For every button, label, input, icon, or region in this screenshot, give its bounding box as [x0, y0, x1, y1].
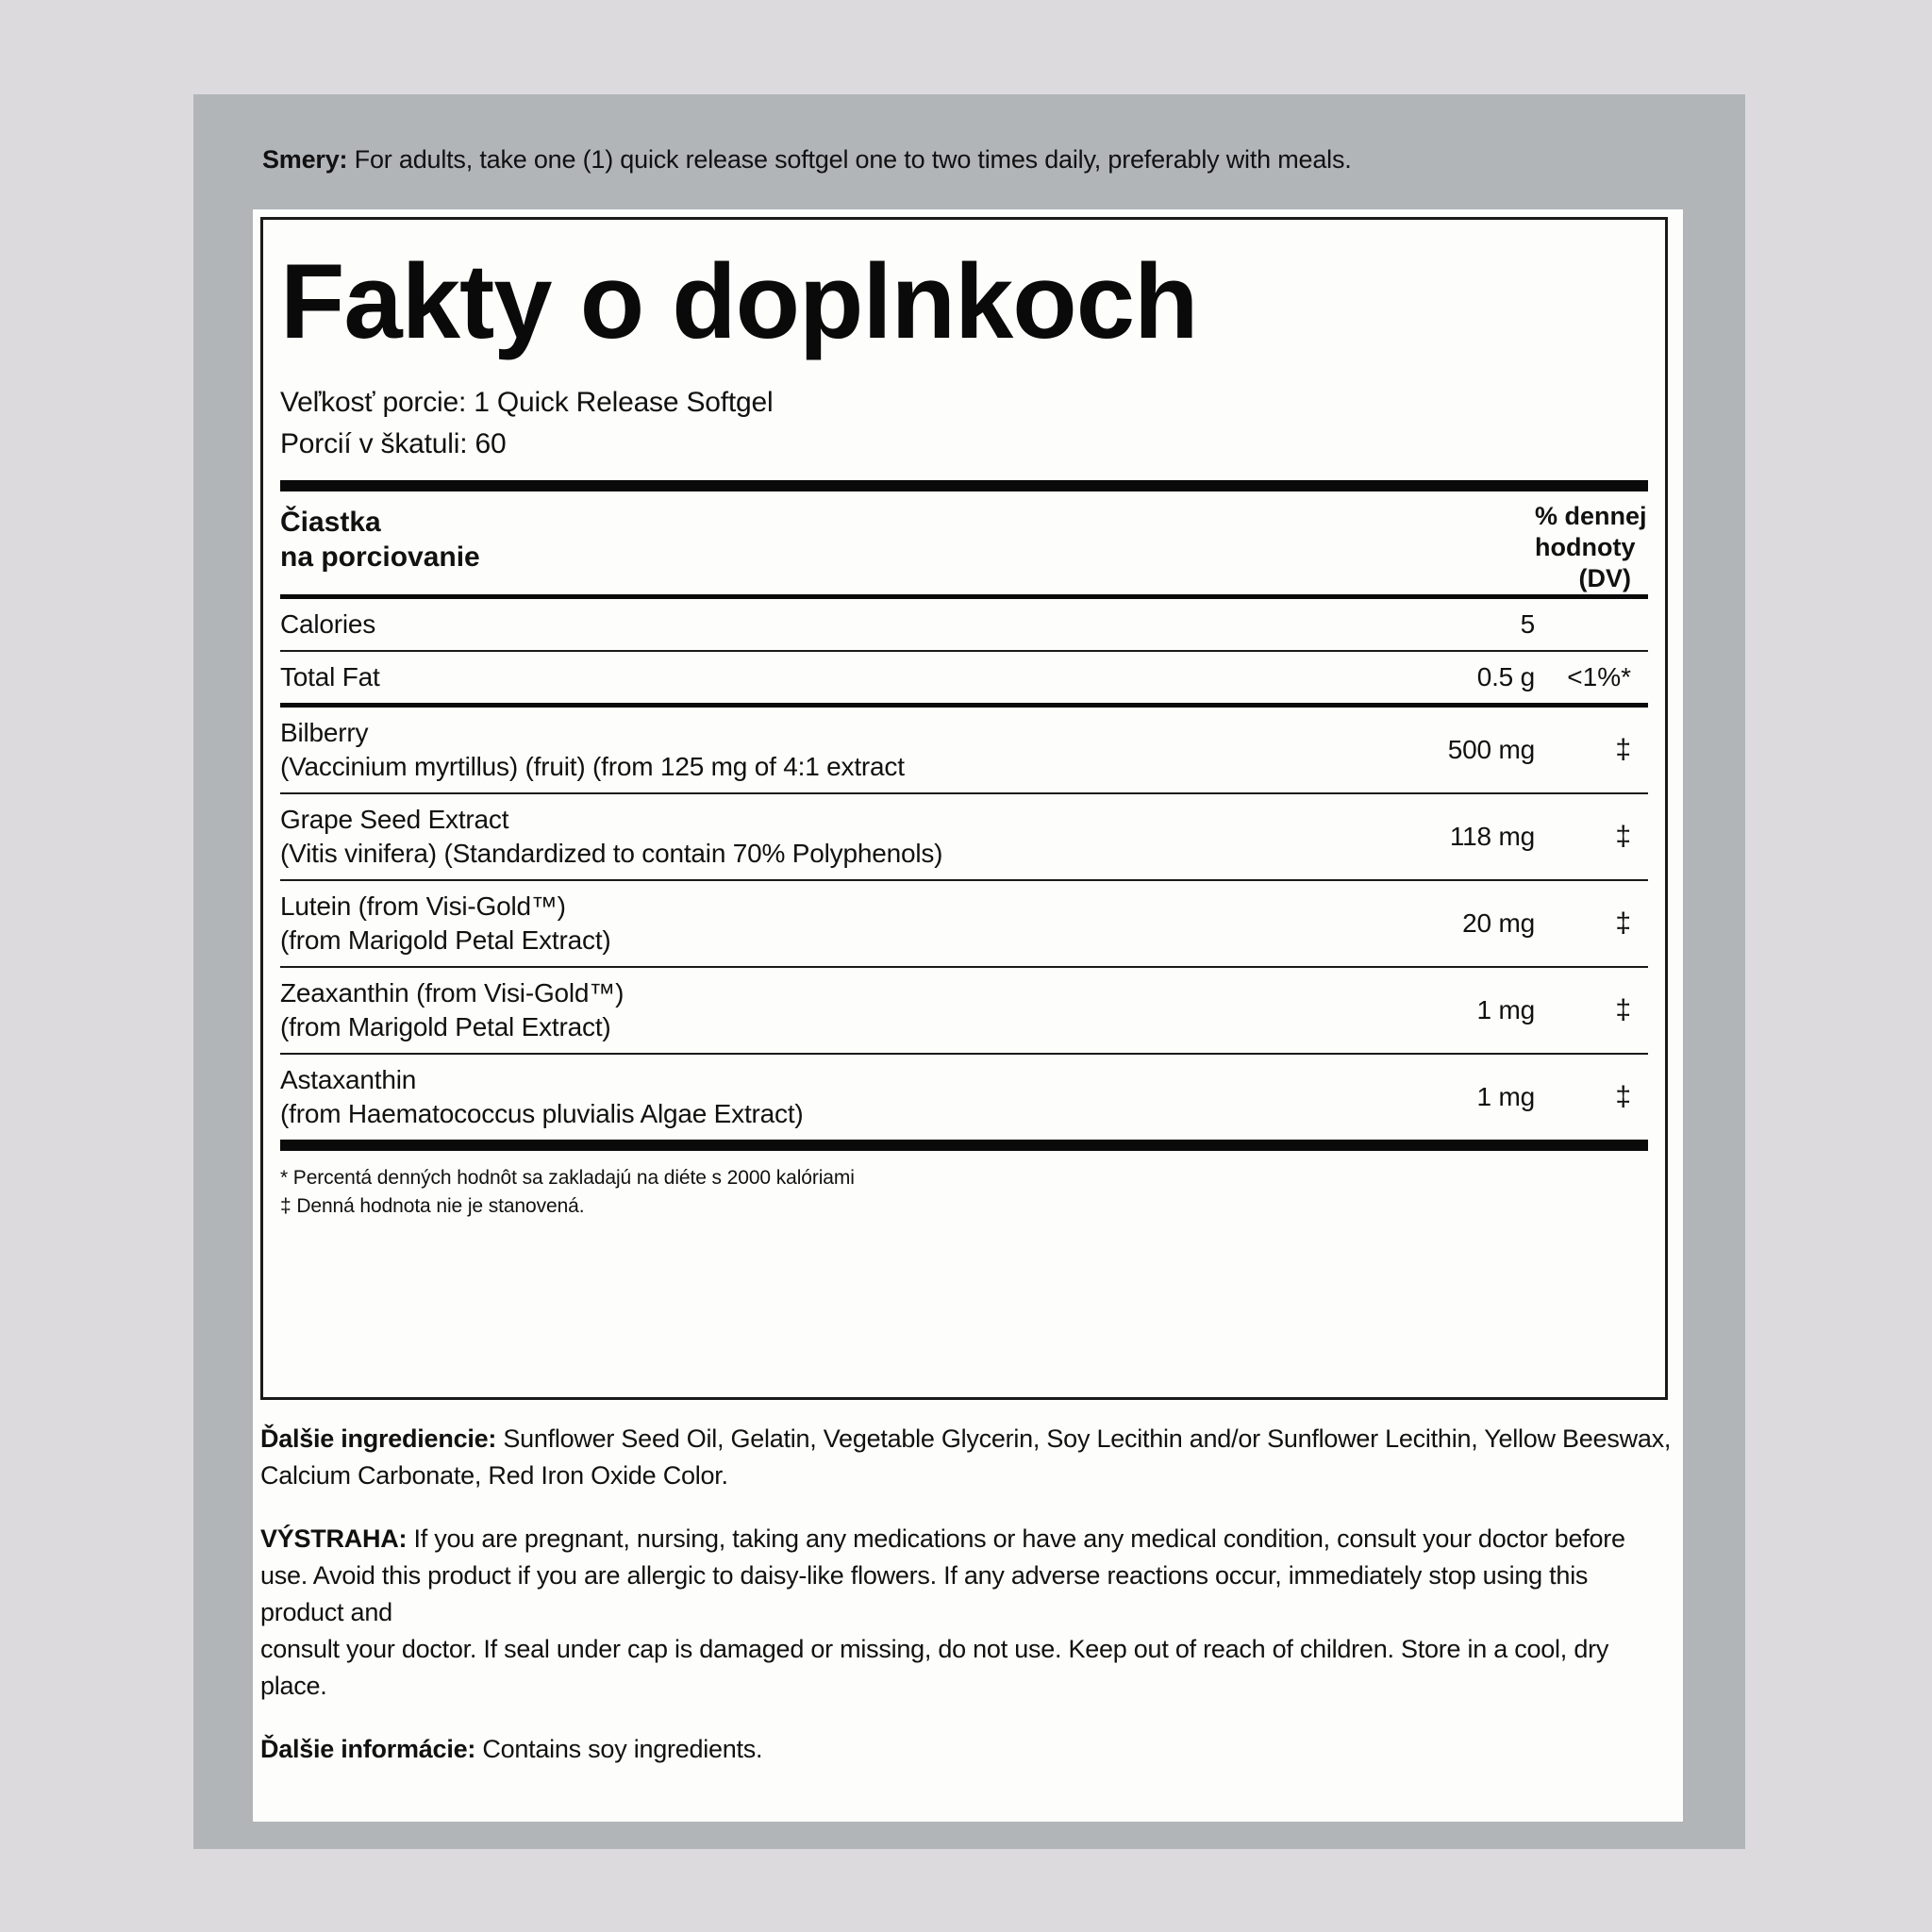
amount-header	[280, 491, 1299, 594]
row-name	[280, 708, 1299, 793]
row-name-line1: Astaxanthin	[280, 1065, 417, 1094]
dv-header-line1: % dennej	[1535, 502, 1647, 530]
directions-line	[262, 143, 1677, 175]
supplement-facts-table	[280, 491, 1648, 1140]
label-card	[253, 209, 1683, 1822]
row-dv: <1%*	[1567, 662, 1631, 691]
dv-header	[1535, 491, 1648, 594]
row-dv	[1535, 599, 1648, 651]
dv-header-spacer	[1299, 491, 1535, 594]
servings-per-container: Porcií v škatuli: 60	[280, 428, 507, 459]
directions-label: Smery:	[262, 145, 348, 174]
row-name	[280, 880, 1299, 967]
table-row	[280, 1054, 1648, 1140]
row-name	[280, 651, 1299, 703]
additional-info-text: Contains soy ingredients.	[482, 1735, 763, 1763]
warning-text-part2: consult your doctor. If seal under cap is damaged or missing, do not use. Keep out of reach of children. Store in a cool, dry place.	[260, 1635, 1609, 1700]
row-name-line2: (from Haematococcus pluvialis Algae Extract)	[280, 1099, 804, 1128]
table-row	[280, 651, 1648, 703]
other-ingredients-label: Ďalšie ingrediencie:	[260, 1424, 497, 1453]
row-name	[280, 793, 1299, 880]
row-dv: ‡	[1535, 880, 1648, 967]
row-name-line1: Grape Seed Extract	[280, 805, 509, 834]
row-amount: 1 mg	[1299, 967, 1535, 1054]
row-name	[280, 967, 1299, 1054]
row-amount: 118 mg	[1299, 793, 1535, 880]
row-dv: ‡	[1535, 967, 1648, 1054]
table-row	[280, 880, 1648, 967]
table-header-row	[280, 491, 1648, 594]
additional-info-paragraph	[260, 1731, 1672, 1768]
row-dv: ‡	[1535, 708, 1648, 793]
other-ingredients-text: Sunflower Seed Oil, Gelatin, Vegetable Glycerin, Soy Lecithin and/or Sunflower Lecithin, Yellow Beeswax, Calcium Carbonate, Red Iron Oxide Color.	[260, 1424, 1672, 1490]
row-name-line2: (Vitis vinifera) (Standardized to contain 70% Polyphenols)	[280, 839, 943, 868]
row-dv: ‡	[1535, 793, 1648, 880]
row-name-line2: (from Marigold Petal Extract)	[280, 1012, 611, 1041]
row-name-line2: (from Marigold Petal Extract)	[280, 925, 611, 955]
row-name-line1: Lutein (from Visi-Gold™)	[280, 891, 566, 921]
supplement-label-panel	[193, 94, 1745, 1849]
row-name-line1: Total Fat	[280, 662, 380, 691]
additional-info-label: Ďalšie informácie:	[260, 1735, 476, 1763]
supplement-facts-box	[260, 217, 1668, 1400]
row-amount: 20 mg	[1299, 880, 1535, 967]
table-row	[280, 599, 1648, 651]
divider-thick-bottom	[280, 1140, 1648, 1151]
footnotes	[280, 1151, 1648, 1221]
row-name	[280, 599, 1299, 651]
row-name	[280, 1054, 1299, 1140]
serving-size: Veľkosť porcie: 1 Quick Release Softgel	[280, 387, 774, 418]
other-ingredients-paragraph	[260, 1421, 1672, 1494]
amount-header-line2: na porciovanie	[280, 541, 480, 573]
row-name-line1: Calories	[280, 609, 376, 639]
row-amount: 500 mg	[1299, 708, 1535, 793]
row-amount: 0.5 g	[1476, 662, 1535, 691]
warning-text-part1: If you are pregnant, nursing, taking any medications or have any medical condition, consult your doctor before use. Avoid this product if you are allergic to daisy-like flowers. If any adverse reactions occur, immediately stop using this product and	[260, 1524, 1625, 1626]
warning-label: VÝSTRAHA:	[260, 1524, 408, 1553]
table-row	[280, 967, 1648, 1054]
label-bottom-sections	[260, 1421, 1672, 1768]
table-row	[280, 708, 1648, 793]
footnote-asterisk: * Percentá denných hodnôt sa zakladajú na diéte s 2000 kalóriami	[280, 1167, 855, 1189]
row-dv: ‡	[1615, 1081, 1631, 1112]
row-amount: 1 mg	[1476, 1082, 1535, 1111]
directions-text: For adults, take one (1) quick release softgel one to two times daily, preferably with meals.	[354, 145, 1352, 174]
row-name-line1: Zeaxanthin (from Visi-Gold™)	[280, 978, 625, 1008]
page-title: Fakty o doplnkoch	[280, 242, 1198, 360]
dv-header-line3: (DV)	[1578, 564, 1631, 592]
divider-thick-top	[280, 480, 1648, 491]
row-name-line2: (Vaccinium myrtillus) (fruit) (from 125 mg of 4:1 extract	[280, 752, 905, 781]
row-name-line1: Bilberry	[280, 718, 369, 747]
row-amount: 5	[1299, 599, 1535, 651]
footnote-dagger: ‡ Denná hodnota nie je stanovená.	[280, 1195, 585, 1217]
warning-paragraph	[260, 1521, 1672, 1705]
amount-header-line1: Čiastka	[280, 507, 381, 538]
serving-info	[280, 382, 1648, 465]
dv-header-line2: hodnoty	[1535, 533, 1636, 561]
table-row	[280, 793, 1648, 880]
